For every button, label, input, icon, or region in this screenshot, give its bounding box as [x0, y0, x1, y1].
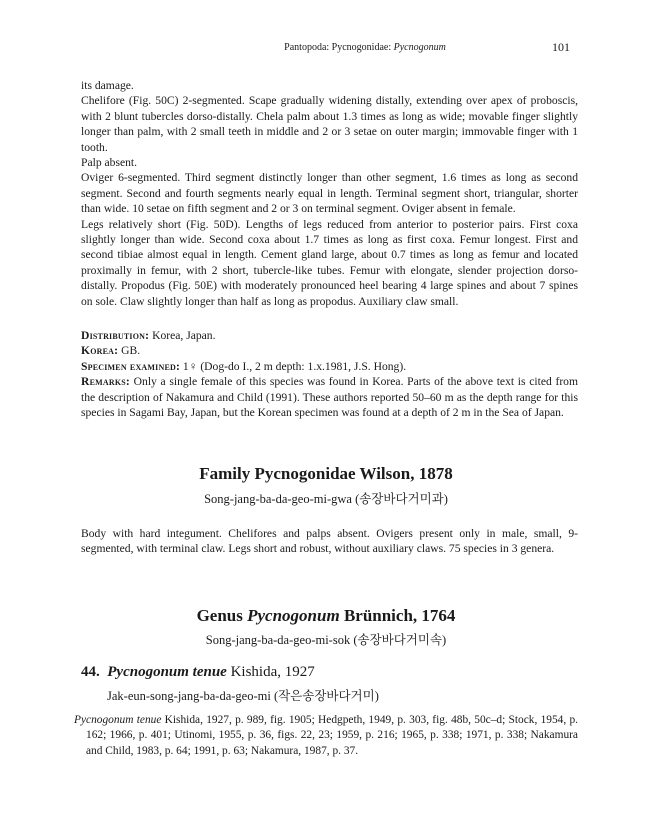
- korea-text: GB.: [118, 344, 141, 358]
- family-description-paragraph: Body with hard integument. Chelifores and palps absent. Ovigers present only in male, small, 9-segmented, with terminal claw. Legs short and robust, without auxiliary claws. 75 species in 3 genera.: [81, 527, 578, 556]
- distribution-text: Korea, Japan.: [149, 329, 216, 342]
- species-notes: [81, 328, 578, 420]
- species-korean-name: Jak-eun-song-jang-ba-da-geo-mi (작은송장바다거미): [107, 689, 379, 703]
- description-paragraph: its damage.: [81, 79, 134, 92]
- running-head-prefix: Pantopoda: Pycnogonidae:: [284, 42, 394, 53]
- remarks-paragraph: [81, 374, 578, 420]
- palp-paragraph: Palp absent.: [81, 156, 138, 170]
- synonymy-name: Pycnogonum tenue: [74, 714, 162, 726]
- distribution-line: [81, 328, 578, 343]
- species-number: 44.: [81, 664, 100, 680]
- running-head: [230, 42, 500, 53]
- family-description: [81, 526, 578, 557]
- genus-name: Pycnogonum: [247, 606, 340, 625]
- remarks-label: Remarks:: [81, 375, 130, 389]
- family-korean-name: Song-jang-ba-da-geo-mi-gwa (송장바다거미과): [204, 492, 448, 506]
- genus-prefix: Genus: [196, 606, 248, 625]
- genus-korean-name: Song-jang-ba-da-geo-mi-sok (송장바다거미속): [205, 633, 447, 647]
- chelifore-paragraph: Chelifore (Fig. 50C) 2-segmented. Scape gradually widening distally, extending over apex of proboscis, with 2 blunt tubercles dorso-distally. Chela palm about 1.3 times as long as wide; movable finger slightly longer than palm, with 2 small teeth in middle and 2 or 3 setae on outer margin; immovable finger with 1 tooth.: [81, 94, 578, 154]
- page-number: 101: [552, 40, 570, 54]
- distribution-label: Distribution:: [81, 329, 150, 342]
- korea-line: [81, 343, 578, 358]
- running-head-genus: Pycnogonum: [393, 42, 446, 53]
- species-heading: [81, 664, 315, 681]
- legs-paragraph: Legs relatively short (Fig. 50D). Lengths of legs reduced from anterior to posterior pairs. First coxa slightly longer than wide. Second coxa about 1.7 times as long as first coxa. Femur longest. First and second tibiae almost equal in length. Cement gland large, about 0.7 times as long as femur and located proximally in femur, with 2 short, tubercle-like tubes. Femur with elongate, slender projection dorso-distally. Propodus (Fig. 50E) with moderately pronounced heel bearing 4 large spines and about 7 spines on sole. Claw slightly longer than half as long as propodus. Auxiliary claw small.: [81, 217, 578, 308]
- family-heading: Family Pycnogonidae Wilson, 1878: [199, 464, 453, 483]
- species-author: Kishida, 1927: [226, 664, 315, 680]
- genus-heading: [0, 606, 652, 626]
- specimen-text: 1♀ (Dog-do I., 2 m depth: 1.x.1981, J.S. Hong).: [180, 359, 407, 373]
- species-name: Pycnogonum tenue: [107, 664, 227, 680]
- species-description: [81, 78, 578, 309]
- specimen-label: Specimen examined:: [81, 359, 181, 373]
- synonymy-list: [74, 713, 578, 759]
- genus-author: Brünnich, 1764: [339, 606, 456, 625]
- remarks-text: Only a single female of this species was found in Korea. Parts of the above text is cited from the description of Nakamura and Child (1991). These authors reported 50–60 m as the depth range for this species in Sagami Bay, Japan, but the Korean specimen was found at a depth of 2 m in the Sea of Japan.: [81, 375, 578, 420]
- korea-label: Korea:: [81, 344, 119, 358]
- oviger-paragraph: Oviger 6-segmented. Third segment distinctly longer than other segment, 1.6 times as long as second segment. Second and fourth segments nearly equal in length. Terminal segment short, triangular, shorter than wide. 10 setae on fifth segment and 2 or 3 on terminal segment. Oviger absent in female.: [81, 171, 578, 216]
- specimen-line: [81, 359, 578, 374]
- synonymy-text: Kishida, 1927, p. 989, fig. 1905; Hedgpeth, 1949, p. 303, fig. 48b, 50c–d; Stock, 1954, p. 162; 1966, p. 401; Utinomi, 1955, p. 36, figs. 22, 23; 1959, p. 216; 1965, p. 338; 1971, p. 338; Nakamura and Child, 1983, p. 64; 1991, p. 63; Nakamura, 1987, p. 37.: [86, 714, 578, 757]
